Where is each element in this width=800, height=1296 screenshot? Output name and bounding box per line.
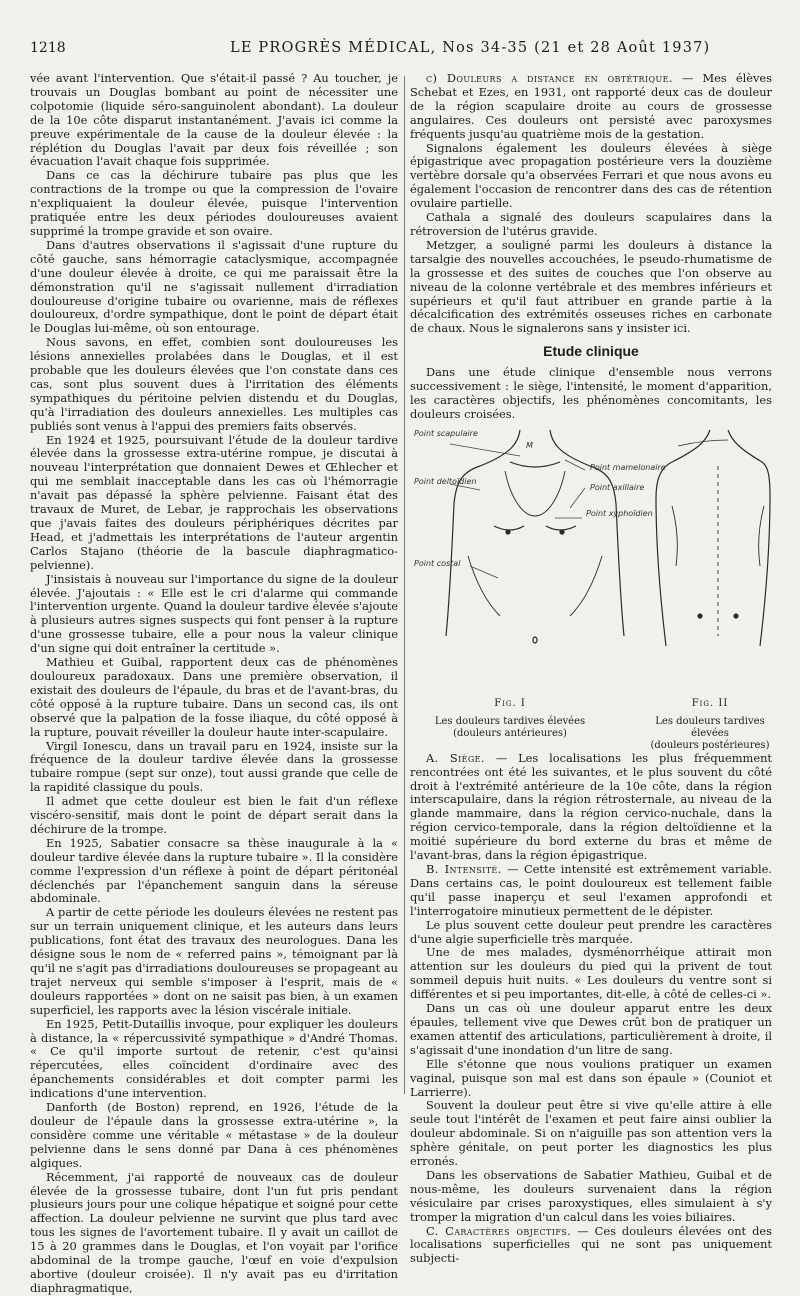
label-point-xyphoidien: Point xyphoïdien <box>586 508 653 518</box>
paragraph-lead: c) Douleurs a distance en obtétrique. <box>425 71 673 85</box>
figure-2-caption <box>648 698 772 752</box>
paragraph: En 1925, Sabatier consacre sa thèse inaugurale à la « douleur tardive élevée dans la rupture tubaire ». Il la considère comme l'expression d'un réflexe à point de départ péritonéal déclenchés par l'épanchement sanguin dans la séreuse abdominale. <box>30 835 398 906</box>
figures <box>410 426 772 751</box>
paragraph: Virgil Ionescu, dans un travail paru en 1924, insiste sur la fréquence de la douleur tardive élevée dans la grossesse tubaire rompue (sept sur onze), tout aussi grande que celle de la rapidité classique du pouls. <box>30 738 398 795</box>
paragraph: Signalons également les douleurs élevées à siège épigastrique avec propagation postérieure vers la douzième vertèbre dorsale qu'a observées Ferrari et que nous avons eu également l'occasion de rencontrer dans des cas de rétention ovulaire partielle. <box>410 140 772 211</box>
caption-line: (douleurs postérieures) <box>650 739 770 751</box>
label-point-scapulaire: Point scapulaire <box>414 428 478 438</box>
left-column <box>30 71 398 1295</box>
column-divider <box>404 76 405 1094</box>
paragraph-lead: B. Intensité. <box>425 862 502 876</box>
figure-1-torso <box>446 430 624 643</box>
page-header <box>30 40 770 62</box>
paragraph-lead: C. Caractères objectifs. <box>425 1223 572 1238</box>
paragraph: Mathieu et Guibal, rapportent deux cas de phénomènes douloureux paradoxaux. Dans une première observation, il existait des douleurs de l'épaule, du bras et de l'avant-bras, du côté opposé à la rupture tubaire. Dans un second cas, ils ont observé que la palpation de la fosse iliaque, du côté opposé à la rupture, pouvait réveiller la douleur haute inter-scapulaire. <box>30 655 398 739</box>
paragraph: Dans ce cas la déchirure tubaire pas plus que les contractions de la trompe ou que la compression de l'ovaire n'expliquaient la douleur élevée, puisque l'intervention pratiquée entre les deux périodes douloureuses avaient supprimé la trompe gravide et son ovaire. <box>30 168 398 238</box>
paragraph: Dans d'autres observations il s'agissait d'une rupture du côté gauche, sans hémorragie cataclysmique, accompagnée d'une douleur élevée à droite, ce qui me paraissait être la démonstration qu'il ne s'agissait nullement d'irradiation douloureuse d'origine tubaire ou ovarienne, mais de réflexes douloureux, d'ordre sympathique, dont le point de départ était le Douglas lui-même, où son entourage. <box>30 237 398 336</box>
label-point-axillaire: Point axillaire <box>590 482 645 492</box>
paragraph: Metzger, a souligné parmi les douleurs à distance la tarsalgie des nouvelles accouchées, le pseudo-rhumatisme de la grossesse et des suites de couches que l'on observe au niveau de la colonne vertébrale et des membres inférieurs et supérieurs et qu'il faut attribuer en grande partie à la décalcification des extrémités osseuses riches en carbonate de chaux. Nous le signalerons sans y insister ici. <box>410 237 772 336</box>
paragraph: vée avant l'intervention. Que s'était-il passé ? Au toucher, je trouvais un Douglas bombant au point de nécessiter une colpotomie (liquide séro-sanguinolent abondant). La douleur de la 10e côte disparut instantanément. J'avais ici comme la preuve expérimentale de la cause de la douleur élevée : la réplétion du Douglas l'avait par deux fois réveillée ; son évacuation l'avait chaque fois supprimée. <box>30 71 398 169</box>
section-heading: Etude clinique <box>543 343 639 360</box>
paragraph: Cathala a signalé des douleurs scapulaires dans la rétroversion de l'utérus gravide. <box>410 210 772 238</box>
paragraph: Danforth (de Boston) reprend, en 1926, l'étude de la douleur de l'épaule dans la grossesse extra-utérine », la considère comme une véritable « métastase » de la douleur pelvienne dans le sens donné par Dana à ces phénomènes algiques. <box>30 1100 398 1170</box>
running-title: LE PROGRÈS MÉDICAL, Nos 34-35 (21 et 28 Août 1937) <box>230 40 711 56</box>
paragraph-text: — Mes élèves Schebat et Ezes, en 1931, ont rapporté deux cas de douleur de la région scapulaire droite au cours de grossesse angulaires. Ces douleurs ont persisté avec paroxysmes fréquents jusqu'au quatrième mois de la gestation. <box>410 71 772 141</box>
paragraph: Elle s'étonne que nous voulions pratiquer un examen vaginal, puisque son mal est dans son épaule » (Couniot et Larrierre). <box>410 1056 772 1099</box>
paragraph-text: — Cette intensité est extrêmement variable. Dans certains cas, le point douloureux est tellement faible qu'il passe inaperçu et seul l'examen approfondi et l'interrogatoire minutieux permettent de le dépister. <box>410 862 772 918</box>
label-letter-m: M <box>526 440 533 450</box>
paragraph-text: — Les localisations les plus fréquemment rencontrées ont été les suivantes, et le plus souvent du côté droit à l'extrémité antérieure de la 10e côte, dans la région interscapulaire, dans la région rétrosternale, au niveau de la glande mammaire, dans la région cervico-nuchale, dans la région cervico-temporale, dans la région deltoïdienne et la moitié supérieure du bord externe du bras et même de l'avant-bras, dans la région épigastrique. <box>410 750 772 863</box>
paragraph: En 1925, Petit-Dutaillis invoque, pour expliquer les douleurs à distance, la « répercussivité sympathique » d'André Thomas. « Ce qu'il importe surtout de retenir, c'est qu'ainsi répercutées, elles coïncident d'ordinaire avec des épanchements considérables et doit compter parmi les indications d'une intervention. <box>30 1016 398 1101</box>
figure-number: Fig. II <box>691 697 729 709</box>
paragraph: J'insistais à nouveau sur l'importance du signe de la douleur élevée. J'ajoutais : « Elle est le cri d'alarme qui commande l'intervention urgente. Quand la douleur tardive élevée s'ajoute à plusieurs autres signes suspects qui font penser à la rupture d'une grossesse tubaire, elle a pour nous la valeur clinique d'un signe qui doit entraîner la certitude ». <box>30 571 398 656</box>
paragraph <box>410 863 772 919</box>
caption-line: Les douleurs tardives élevées <box>434 715 586 727</box>
paragraph: Souvent la douleur peut être si vive qu'elle attire à elle seule tout l'intérêt de l'examen et peut faire ainsi oublier la douleur abdominale. Si on n'aiguille pas son attention vers la sphère génitale, on peut porter les diagnostics les plus erronés. <box>410 1098 772 1169</box>
label-point-costal: Point costal <box>414 558 461 568</box>
paragraph: Récemment, j'ai rapporté de nouveaux cas de douleur élevée de la grossesse tubaire, dont l'un fut pris pendant plusieurs jours pour une colique hépatique et soigné pour cette affection. La douleur pelvienne ne survint que plus tard avec tous les signes de l'avortement tubaire. Il y avait un caillot de 15 à 20 grammes dans le Douglas, et l'on voyait par l'orifice abdominal de la trompe gauche, l'œuf en voie d'expulsion abortive (douleur croisée). Il n'y avait pas eu d'irritation diaphragmatique, <box>30 1169 398 1295</box>
caption-line: Les douleurs tardives élevées <box>655 715 765 739</box>
figure-2-back <box>656 430 770 646</box>
figure-number: Fig. I <box>494 697 526 709</box>
page-number: 1218 <box>30 40 66 56</box>
paragraph: Dans une étude clinique d'ensemble nous verrons successivement : le siège, l'intensité, le moment d'apparition, les caractères objectifs, les phénomènes concomitants, les douleurs croisées. <box>410 365 772 421</box>
label-point-mamelonaire: Point mamelonaire <box>590 462 666 472</box>
caption-line: (douleurs antérieures) <box>453 727 567 739</box>
paragraph-text: — Ces douleurs élevées ont des localisations superficielles qui ne sont pas uniquement subjecti- <box>410 1223 772 1266</box>
anatomical-figures <box>410 426 772 696</box>
paragraph-lead: A. Siège. <box>425 750 485 765</box>
right-column <box>410 71 772 1266</box>
paragraph: Dans les observations de Sabatier Mathieu, Guibal et de nous-même, les douleurs survenaient dans la région vésiculaire par crises paroxystiques, elles simulaient à s'y tromper la migration d'un calcul dans les voies biliaires. <box>410 1167 772 1224</box>
paragraph: A partir de cette période les douleurs élevées ne restent pas sur un terrain uniquement clinique, et les auteurs dans leurs publications, font état des travaux des neurologues. Dana les désigne sous le nom de « referred pains », témoignant par là qu'il ne s'agit pas d'irradiations douloureuses se propageant au trajet nerveux qui semble s'imposer à l'esprit, mais de « douleurs rapportées » dont on ne saisit pas bien, à un examen superficiel, les rapports avec la lésion viscérale initiale. <box>30 905 398 1017</box>
paragraph: Le plus souvent cette douleur peut prendre les caractères d'une algie superficielle très marquée. <box>410 917 772 946</box>
paragraph <box>410 72 772 142</box>
paragraph: En 1924 et 1925, poursuivant l'étude de la douleur tardive élevée dans la grossesse extra-utérine rompue, je discutai à nouveau l'interprétation que donnaient Dewes et Œhlecher et qui me semblait inacceptable dans les cas où l'hémorragie n'avait pas dépassé la sphère pelvienne. Faisant état des travaux de Muret, de Lebar, je rapprochais les observations que j'avais faites des douleurs périphériques décrites par Head, et j'admettais les interprétations de l'auteur argentin Carlos Stajano (théorie de la bascule diaphragmatico-pelvienne). <box>30 432 398 572</box>
paragraph: Il admet que cette douleur est bien le fait d'un réflexe viscéro-sensitif, mais dont le point de départ serait dans la déchirure de la trompe. <box>30 794 398 836</box>
paragraph <box>410 1225 772 1267</box>
paragraph: Dans un cas où une douleur apparut entre les deux épaules, tellement vive que Dewes crût bon de pratiquer un examen attentif des articulations, particulièrement à droite, il s'agissait d'une inondation d'un litre de sang. <box>410 1001 772 1057</box>
label-point-deltoidien: Point deltoïdien <box>414 476 477 486</box>
figure-1-caption <box>420 698 600 740</box>
paragraph: Une de mes malades, dysménorrhéique attirait mon attention sur les douleurs du pied qui la privent de tout sommeil depuis huit nuits. « Les douleurs du ventre sont si différentes et si peu importantes, dit-elle, à côté de celles-ci ». <box>410 945 772 1002</box>
paragraph: Nous savons, en effet, combien sont douloureuses les lésions annexielles prolabées dans le Douglas, et il est probable que les douleurs élevées que l'on constate dans ces cas, sont plus souvent dues à l'irritation des éléments sympathiques du péritoine pelvien distendu et du Douglas, qu'à l'irradiation des douleurs annexielles. Les multiples cas publiés sont venus à l'appui des premiers faits observés. <box>30 335 398 433</box>
paragraph <box>410 752 772 863</box>
